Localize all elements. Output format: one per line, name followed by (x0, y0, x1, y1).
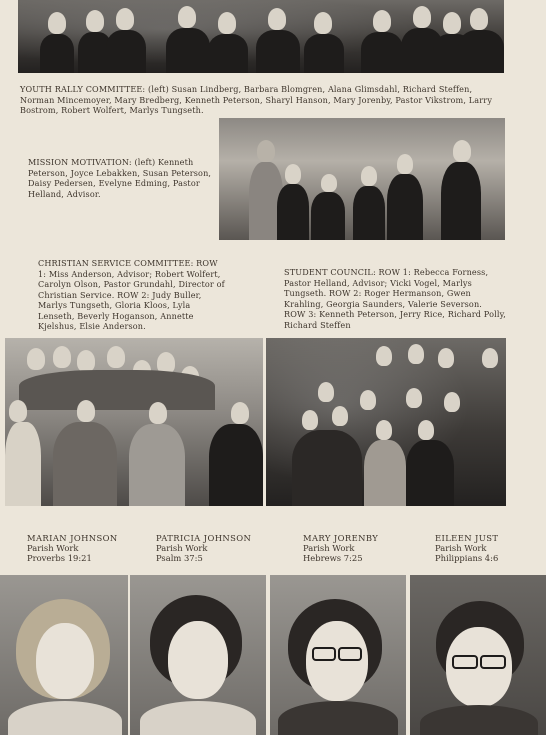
portrait-work: Parish Work (435, 543, 487, 553)
portrait-name: MARY JORENBY (303, 533, 379, 543)
portrait-label-2 (156, 533, 251, 563)
portrait-label-4 (435, 533, 498, 563)
portrait-work: Parish Work (156, 543, 208, 553)
portrait-photo-3 (270, 575, 406, 735)
student-council-caption: STUDENT COUNCIL: ROW 1: Rebecca Forness, Pastor Helland, Advisor; Vicki Vogel, Marlys Tungseth. ROW 2: Roger Hermanson, Gwen Krahling, Georgia Saunders, Valerie Severson. ROW 3: Kenneth Peterson, Jerry Rice, Richard Polly, Richard Steffen (284, 267, 506, 330)
christian-service-photo (5, 338, 263, 506)
youth-rally-photo (18, 0, 504, 73)
portrait-photo-2 (130, 575, 266, 735)
portrait-verse: Psalm 37:5 (156, 553, 203, 563)
portrait-work: Parish Work (303, 543, 355, 553)
portrait-name: MARIAN JOHNSON (27, 533, 118, 543)
portrait-name: PATRICIA JOHNSON (156, 533, 252, 543)
portrait-photo-1 (0, 575, 128, 735)
portrait-verse: Proverbs 19:21 (27, 553, 92, 563)
portrait-verse: Hebrews 7:25 (303, 553, 363, 563)
christian-service-caption: CHRISTIAN SERVICE COMMITTEE: ROW 1: Miss Anderson, Advisor; Robert Wolfert, Carolyn Olson, Pastor Grundahl, Director of Christian Service. ROW 2: Judy Buller, Marlys Tungseth, Gloria Kloos, Lyla Lenseth, Beverly Hoganson, Annette Kjelshus, Elsie Anderson. (38, 258, 225, 331)
portrait-verse: Philippians 4:6 (435, 553, 499, 563)
portrait-work: Parish Work (27, 543, 79, 553)
student-council-photo (266, 338, 506, 506)
portrait-label-3 (303, 533, 378, 563)
youth-rally-caption: YOUTH RALLY COMMITTEE: (left) Susan Lindberg, Barbara Blomgren, Alana Glimsdahl, Richard Steffen, Norman Mincemoyer, Mary Bredberg, Kenneth Peterson, Sharyl Hanson, Mary Jorenby, Pastor Vikstrom, Larry Bostrom, Robert Wolfert, Marlys Tungseth. (20, 84, 493, 115)
mission-motivation-photo (219, 118, 505, 240)
mission-motivation-caption: MISSION MOTIVATION: (left) Kenneth Peterson, Joyce Lebakken, Susan Peterson, Daisy Pedersen, Evelyne Edming, Pastor Helland, Advisor. (28, 157, 212, 199)
portrait-photo-4 (410, 575, 546, 735)
portrait-name: EILEEN JUST (435, 533, 499, 543)
portrait-label-1 (27, 533, 118, 563)
